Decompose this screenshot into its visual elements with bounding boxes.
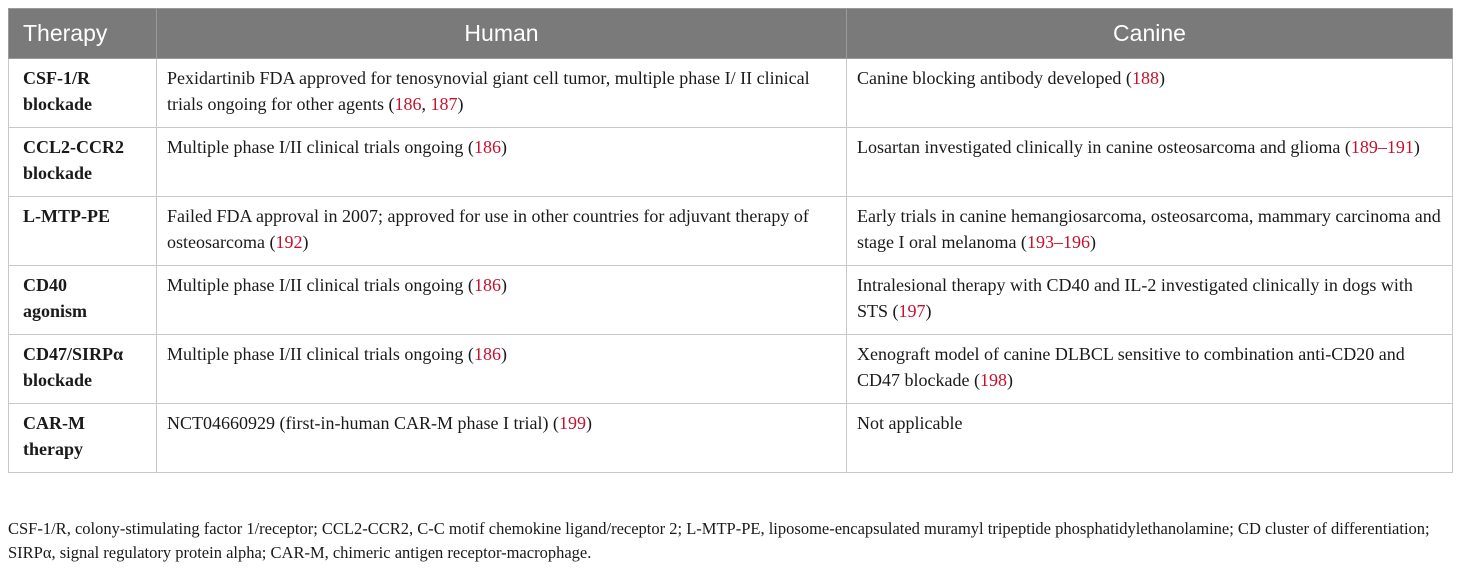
therapy-table-container [8,8,1452,473]
human-text: NCT04660929 (first-in-human CAR-M phase I trial) ( [167,413,559,433]
reference-link[interactable]: 193–196 [1026,232,1090,252]
therapy-name-cell [9,266,157,335]
reference-link[interactable]: 197 [898,301,926,321]
therapy-name-line1: CSF-1/R [23,68,90,88]
therapy-name-line1: CD47/SIRPα [23,344,124,364]
therapy-name-cell [9,335,157,404]
table-header-row [9,9,1453,59]
reference-link[interactable]: 199 [558,413,586,433]
reference-link[interactable]: 198 [979,370,1007,390]
therapy-name-cell [9,404,157,473]
table-row [9,404,1453,473]
therapy-name-line2: blockade [23,94,93,114]
human-text: Multiple phase I/II clinical trials ongoing ( [167,344,474,364]
human-cell [157,335,847,404]
human-text: ) [500,275,507,295]
canine-cell [847,128,1453,197]
canine-text: ) [925,301,932,321]
human-text: , [421,94,431,114]
canine-text: ) [1006,370,1013,390]
reference-link[interactable]: 186 [394,94,422,114]
therapy-name-line2: therapy [23,439,83,459]
reference-link[interactable]: 186 [473,344,501,364]
human-text: ) [500,344,507,364]
therapy-name-line1: CCL2-CCR2 [23,137,124,157]
canine-text: Early trials in canine hemangiosarcoma, osteosarcoma, mammary carcinoma and stage I oral melanoma ( [857,206,1441,252]
reference-link[interactable]: 188 [1131,68,1159,88]
therapy-name-line2: blockade [23,370,93,390]
canine-text: ) [1158,68,1165,88]
reference-link[interactable]: 187 [430,94,458,114]
table-row [9,59,1453,128]
reference-link[interactable]: 186 [473,137,501,157]
therapy-name-line2: blockade [23,163,93,183]
human-text: ) [500,137,507,157]
canine-text: ) [1413,137,1420,157]
canine-text: Xenograft model of canine DLBCL sensitive to combination anti-CD20 and CD47 blockade ( [857,344,1405,390]
human-text: Multiple phase I/II clinical trials ongoing ( [167,137,474,157]
canine-cell [847,335,1453,404]
table-row [9,128,1453,197]
table-row [9,197,1453,266]
table-row [9,266,1453,335]
therapy-name-line1: L-MTP-PE [23,206,110,226]
therapy-name-line2: agonism [23,301,88,321]
canine-cell [847,404,1453,473]
human-cell [157,266,847,335]
header-human: Human [157,9,847,59]
canine-text: ) [1089,232,1096,252]
human-cell [157,59,847,128]
canine-text: Intralesional therapy with CD40 and IL-2 investigated clinically in dogs with STS ( [857,275,1413,321]
header-therapy: Therapy [9,9,157,59]
therapy-name-cell [9,197,157,266]
therapy-table [8,8,1453,473]
canine-cell [847,266,1453,335]
therapy-name-cell [9,128,157,197]
therapy-name-line1: CAR-M [23,413,85,433]
human-text: ) [585,413,592,433]
therapy-name-cell [9,59,157,128]
human-cell [157,404,847,473]
canine-text: Losartan investigated clinically in canine osteosarcoma and glioma ( [857,137,1351,157]
reference-link[interactable]: 189–191 [1350,137,1414,157]
therapy-name-line1: CD40 [23,275,67,295]
table-row [9,335,1453,404]
reference-link[interactable]: 192 [275,232,303,252]
table-body [9,59,1453,473]
table-footnote: CSF-1/R, colony-stimulating factor 1/receptor; CCL2-CCR2, C-C motif chemokine ligand/receptor 2; L-MTP-PE, liposome-encapsulated muramyl tripeptide phosphatidylethanolamine; CD cluster of differentiation; SIRPα, signal regulatory protein alpha; CAR-M, chimeric antigen receptor-macrophage. [8,519,1430,562]
canine-cell [847,197,1453,266]
reference-link[interactable]: 186 [473,275,501,295]
human-text: ) [302,232,309,252]
human-cell [157,197,847,266]
canine-cell [847,59,1453,128]
human-text: Failed FDA approval in 2007; approved for use in other countries for adjuvant therapy of osteosarcoma ( [167,206,809,252]
human-text: Pexidartinib FDA approved for tenosynovial giant cell tumor, multiple phase I/ II clinical trials ongoing for other agents ( [167,68,810,114]
human-cell [157,128,847,197]
canine-text: Canine blocking antibody developed ( [857,68,1132,88]
human-text: ) [457,94,464,114]
canine-text: Not applicable [857,413,963,433]
header-canine: Canine [847,9,1453,59]
human-text: Multiple phase I/II clinical trials ongoing ( [167,275,474,295]
